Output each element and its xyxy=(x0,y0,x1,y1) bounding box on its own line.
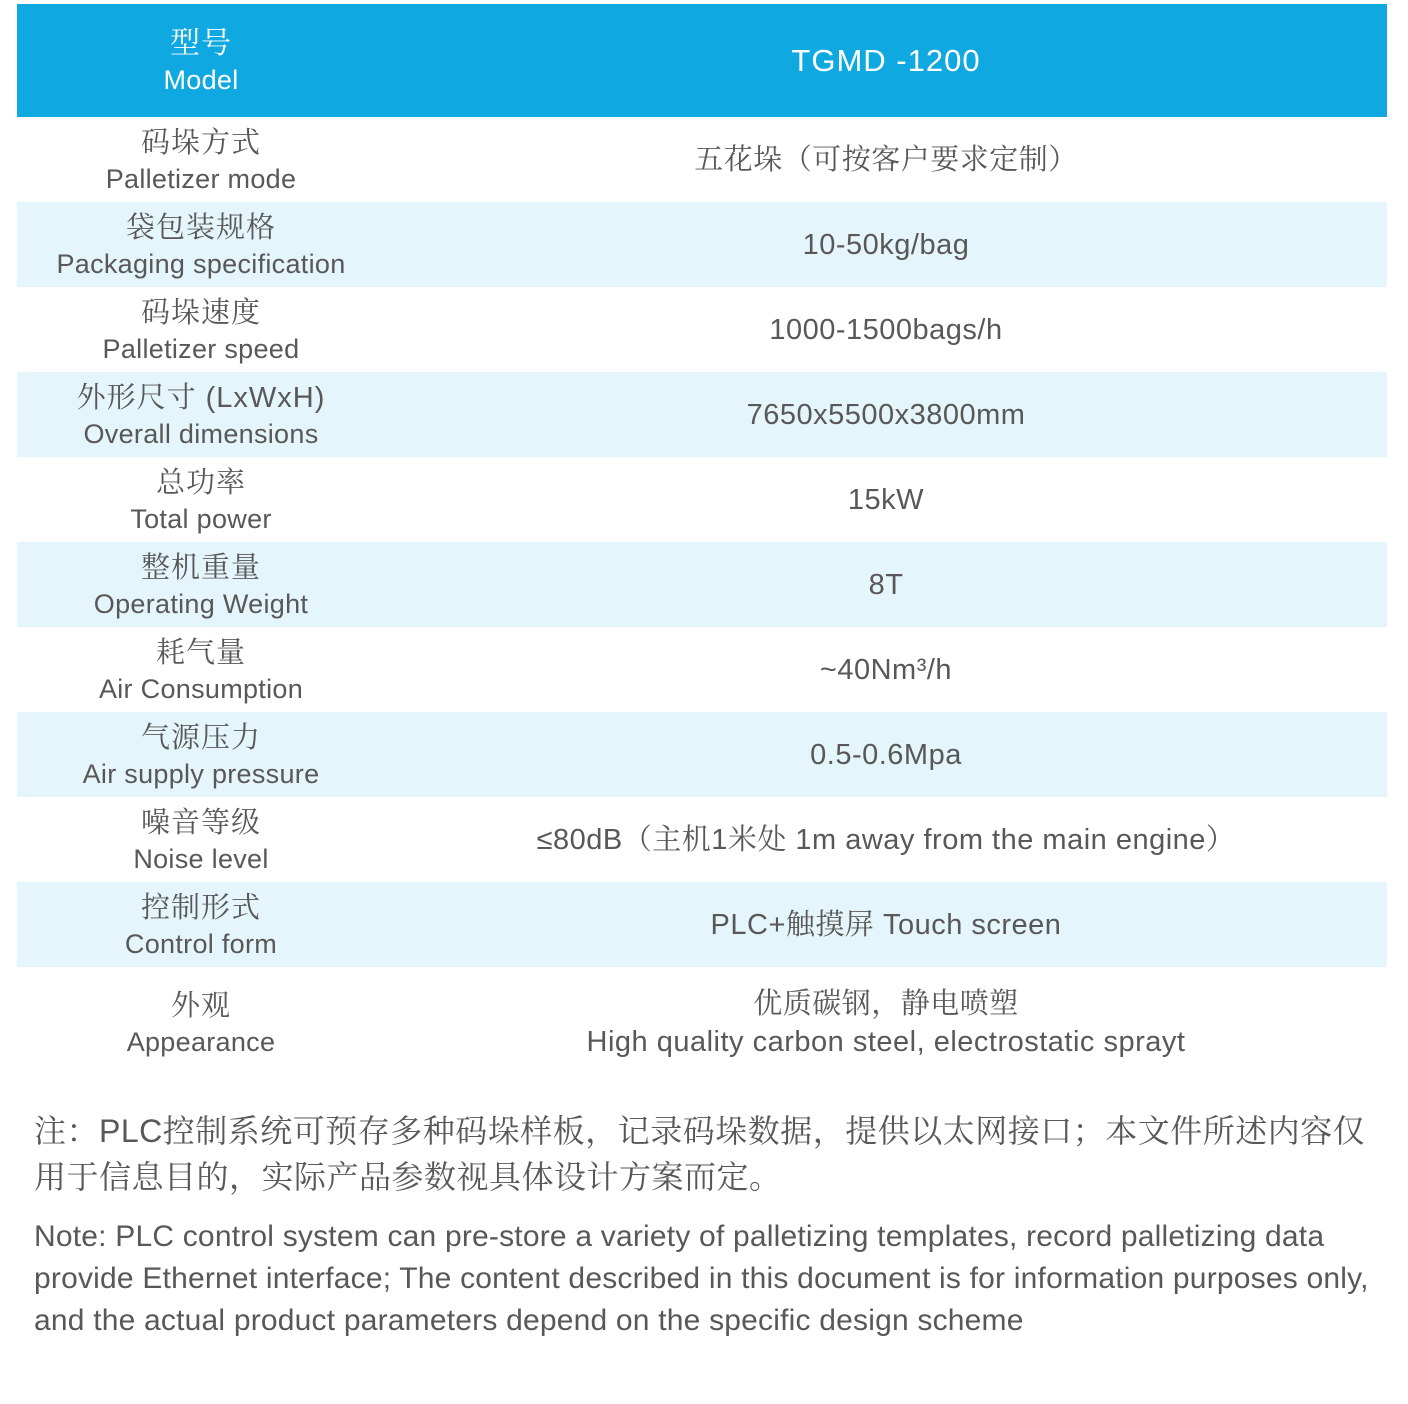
row-label-zh: 码垛速度 xyxy=(140,296,261,329)
row-label-cell xyxy=(17,202,385,287)
row-label-cell xyxy=(17,372,385,457)
note-en: Note: PLC control system can pre-store a variety of palletizing templates, record palletizing data provide Ethernet interface; The content described in this document is for information purposes only, and the actual product parameters depend on the specific design scheme xyxy=(34,1220,1369,1337)
row-value-cell xyxy=(385,967,1387,1079)
row-label-en: Air supply pressure xyxy=(82,758,320,789)
row-value-cell xyxy=(385,372,1387,457)
row-value: PLC+触摸屏 Touch screen xyxy=(710,908,1062,941)
row-value-cell xyxy=(385,712,1387,797)
row-label-en: Palletizer mode xyxy=(105,163,297,194)
row-value-cell xyxy=(385,117,1387,202)
row-value-cell xyxy=(385,542,1387,627)
header-label-en: Model xyxy=(163,64,239,95)
row-label-zh: 外观 xyxy=(170,990,231,1022)
row-label-zh: 整机重量 xyxy=(140,551,261,584)
row-label-en: Packaging specification xyxy=(56,248,346,279)
row-value-cell xyxy=(385,287,1387,372)
row-value: ~40Nm³/h xyxy=(819,653,953,686)
row-value: 15kW xyxy=(847,483,925,516)
header-label-zh: 型号 xyxy=(170,26,232,60)
row-label-zh: 码垛方式 xyxy=(140,126,261,159)
row-label-cell xyxy=(17,797,385,882)
model-value: TGMD -1200 xyxy=(791,42,981,78)
row-label-en: Operating Weight xyxy=(93,588,309,619)
spec-row-noise-level xyxy=(17,797,1387,882)
row-label-zh: 总功率 xyxy=(155,466,246,499)
notes-section xyxy=(34,1108,1370,1342)
row-label-cell xyxy=(17,627,385,712)
row-label-cell xyxy=(17,457,385,542)
spec-row-control-form xyxy=(17,882,1387,967)
row-value: 7650x5500x3800mm xyxy=(746,398,1026,431)
header-value-cell xyxy=(385,4,1387,117)
row-label-cell xyxy=(17,967,385,1079)
spec-row-palletizer-speed xyxy=(17,287,1387,372)
row-value-cell xyxy=(385,627,1387,712)
row-value-cell xyxy=(385,202,1387,287)
row-label-zh: 袋包装规格 xyxy=(125,211,276,244)
row-label-en: Palletizer speed xyxy=(102,333,300,364)
spec-row-air-consumption xyxy=(17,627,1387,712)
row-label-cell xyxy=(17,287,385,372)
row-value-cell xyxy=(385,797,1387,882)
row-label-cell xyxy=(17,542,385,627)
row-label-en: Air Consumption xyxy=(98,673,304,704)
row-value-cell xyxy=(385,882,1387,967)
row-value: 0.5-0.6Mpa xyxy=(810,738,962,771)
row-label-zh: 气源压力 xyxy=(140,721,261,754)
spec-row-palletizer-mode xyxy=(17,117,1387,202)
row-value-zh: 优质碳钢，静电喷塑 xyxy=(753,988,1019,1020)
row-label-zh: 外形尺寸 (LxWxH) xyxy=(76,381,326,414)
spec-row-total-power xyxy=(17,457,1387,542)
table-header-row xyxy=(17,4,1387,117)
row-label-cell xyxy=(17,882,385,967)
spec-row-operating-weight xyxy=(17,542,1387,627)
row-value: 8T xyxy=(868,568,904,601)
row-value-en: High quality carbon steel, electrostatic sprayt xyxy=(586,1026,1186,1058)
row-value: 五花垛（可按客户要求定制） xyxy=(694,143,1078,176)
row-value: ≤80dB（主机1米处 1m away from the main engine） xyxy=(536,823,1236,856)
row-label-zh: 耗气量 xyxy=(155,636,246,669)
row-label-en: Control form xyxy=(124,928,278,959)
row-value: 1000-1500bags/h xyxy=(769,313,1003,346)
spec-row-overall-dimensions xyxy=(17,372,1387,457)
row-label-en: Appearance xyxy=(126,1027,276,1057)
row-label-cell xyxy=(17,712,385,797)
row-label-cell xyxy=(17,117,385,202)
row-label-en: Overall dimensions xyxy=(83,418,319,449)
row-label-en: Noise level xyxy=(133,843,269,874)
spec-row-packaging-specification xyxy=(17,202,1387,287)
spec-row-air-supply-pressure xyxy=(17,712,1387,797)
row-label-en: Total power xyxy=(130,503,272,534)
header-label-cell xyxy=(17,4,385,117)
spec-row-appearance xyxy=(17,967,1387,1079)
row-value-cell xyxy=(385,457,1387,542)
row-label-zh: 噪音等级 xyxy=(140,806,261,839)
row-value: 10-50kg/bag xyxy=(802,228,970,261)
spec-table xyxy=(17,4,1387,1079)
note-zh: 注：PLC控制系统可预存多种码垛样板，记录码垛数据，提供以太网接口；本文件所述内容仅用于信息目的，实际产品参数视具体设计方案而定。 xyxy=(34,1113,1366,1195)
row-label-zh: 控制形式 xyxy=(140,891,261,924)
